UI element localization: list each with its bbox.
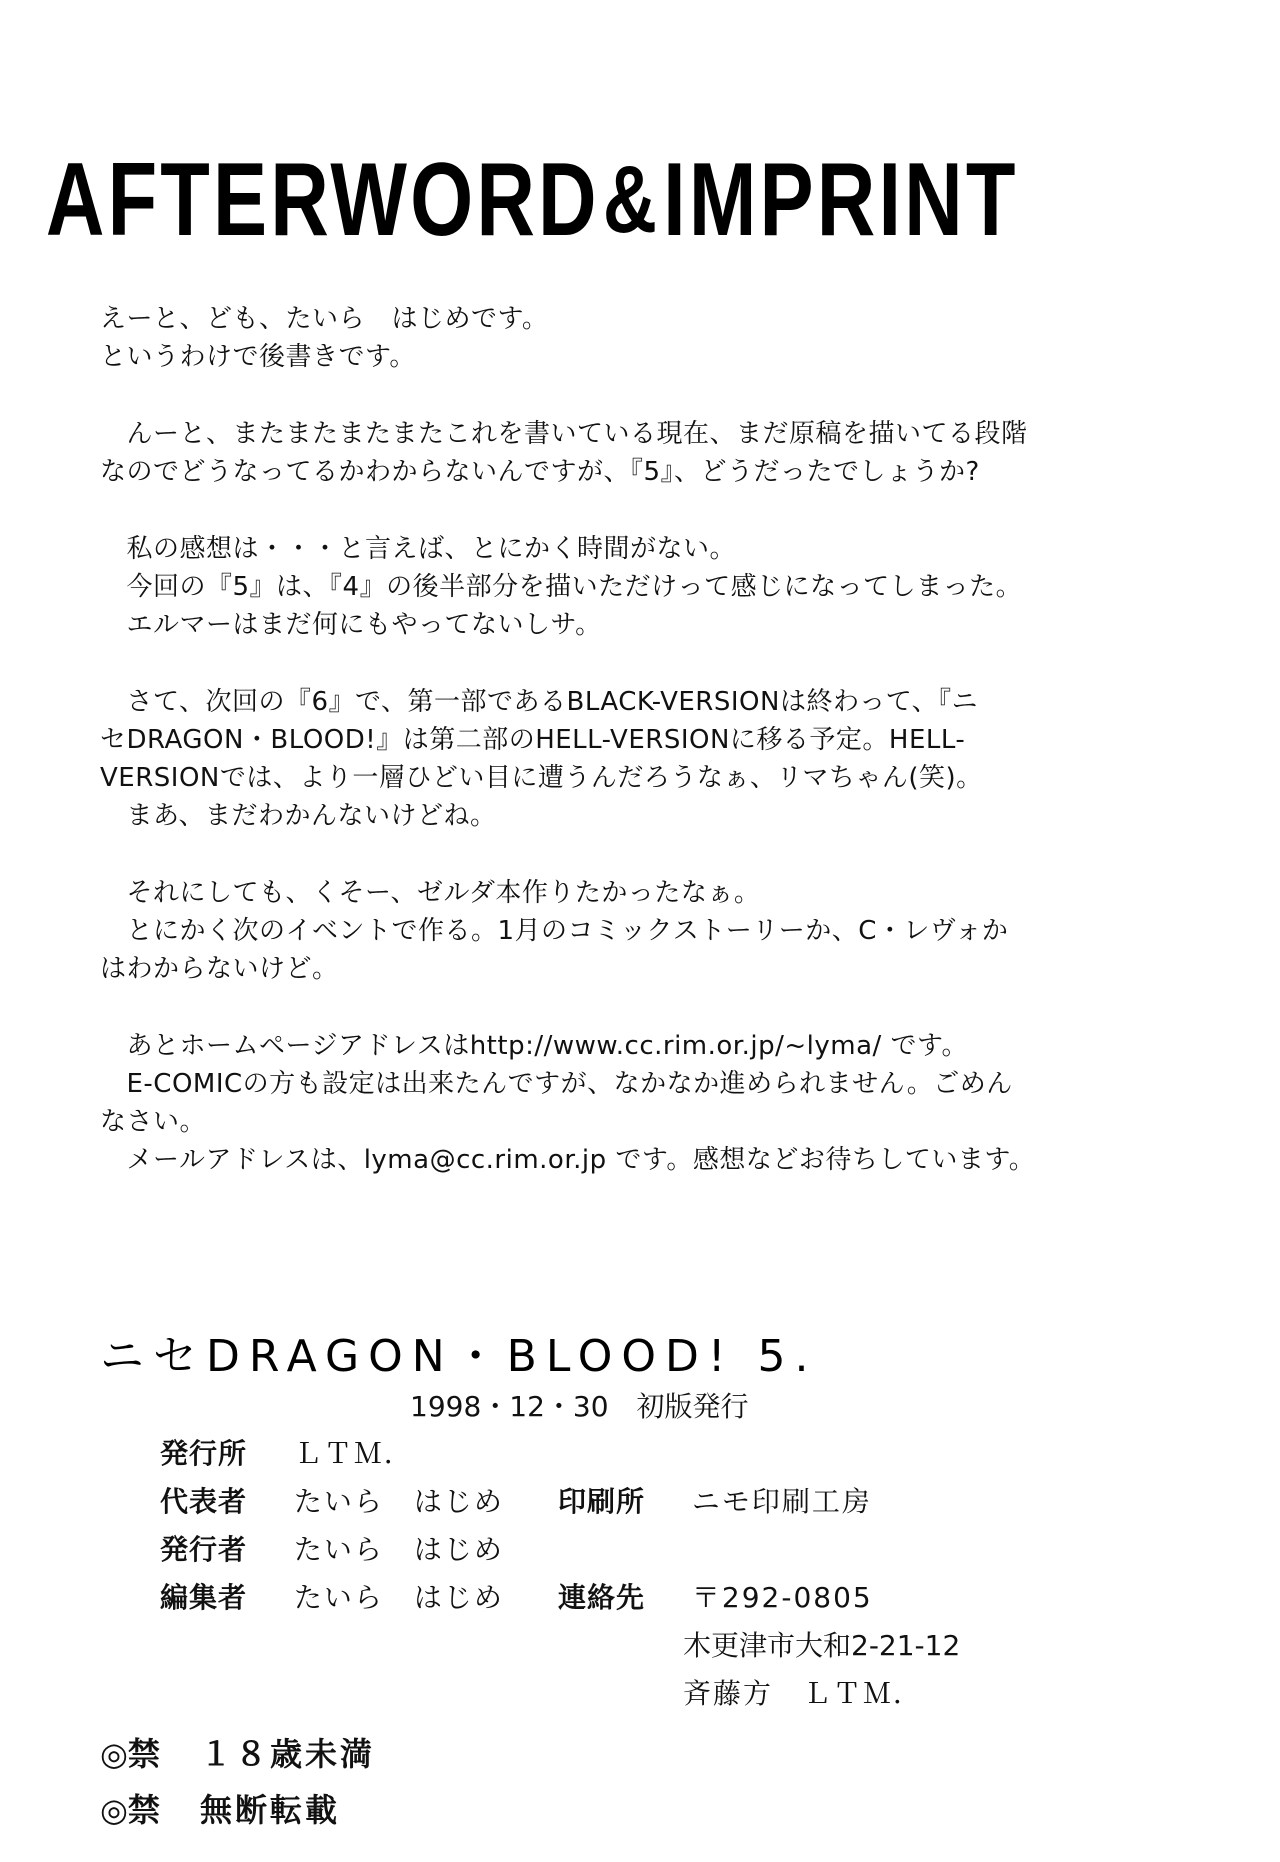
imprint-representative-row [160, 1480, 504, 1524]
afterword-line: というわけで後書きです。 [100, 342, 416, 372]
afterword-line: セDRAGON・BLOOD!』は第二部のHELL-VERSIONに移る予定。HELL- [100, 725, 966, 755]
heading-imprint: IMPRINT [663, 142, 1019, 258]
notice-text: １８歳未満 [199, 1735, 375, 1773]
afterword-line: なさい。 [100, 1107, 207, 1137]
heading-afterword: AFTERWORD [45, 142, 600, 258]
afterword-line: それにしても、くそー、ゼルダ本作りたかったなぁ。 [100, 878, 761, 908]
afterword-line: あとホームページアドレスはhttp://www.cc.rim.or.jp/~lyma/ です。 [100, 1031, 968, 1061]
notice-no-reprint [100, 1786, 340, 1834]
afterword-line: はわからないけど。 [100, 954, 339, 984]
heading-ampersand: & [602, 146, 661, 253]
afterword-line: VERSIONでは、より一層ひどい目に遭うんだろうなぁ、リマちゃん(笑)。 [100, 763, 983, 793]
contact-care-of: 斉藤方 ＬＴＭ． [683, 1677, 924, 1710]
prohibition-mark: ◎禁 [100, 1735, 160, 1773]
imprint-editor-row [160, 1576, 504, 1620]
afterword-line: 今回の『5』は、『4』の後半部分を描いただけって感じになってしまった。 [100, 572, 1023, 602]
contact-label: 連絡先 [558, 1581, 646, 1614]
prohibition-mark: ◎禁 [100, 1791, 160, 1829]
imprint-contact-row [558, 1576, 873, 1620]
afterword-line: さて、次回の『6』で、第一部であるBLACK-VERSIONは終わって、『ニ [100, 687, 979, 717]
editor-value: たいら はじめ [293, 1581, 504, 1614]
publisher-label: 発行所 [160, 1437, 248, 1470]
afterword-line: んーと、またまたまたまたこれを書いている現在、まだ原稿を描いてる段階 [100, 419, 1028, 449]
afterword-line: えーと、ども、たいら はじめです。 [100, 304, 549, 334]
afterword-line: E-COMICの方も設定は出来たんですが、なかなか進められません。ごめん [100, 1069, 1013, 1099]
notice-under-18 [100, 1730, 375, 1778]
notice-text: 無断転載 [199, 1791, 340, 1829]
printer-value: ニモ印刷工房 [691, 1485, 872, 1518]
imprint-issuer-row [160, 1528, 504, 1572]
contact-address: 木更津市大和2-21-12 [683, 1629, 961, 1662]
imprint-date: 1998・12・30 初版発行 [410, 1390, 749, 1423]
afterword-line: メールアドレスは、lyma@cc.rim.or.jp です。感想などお待ちしています。 [100, 1145, 1036, 1175]
imprint-publisher-row [160, 1432, 414, 1476]
afterword-line: 私の感想は・・・と言えば、とにかく時間がない。 [100, 534, 737, 564]
editor-label: 編集者 [160, 1581, 248, 1614]
afterword-line: まあ、まだわかんないけどね。 [100, 801, 497, 831]
issuer-label: 発行者 [160, 1533, 248, 1566]
representative-label: 代表者 [160, 1485, 248, 1518]
afterword-line: エルマーはまだ何にもやってないしサ。 [100, 610, 602, 640]
imprint-printer-row [558, 1480, 872, 1524]
afterword-body [100, 300, 1180, 1179]
page-heading [45, 140, 1019, 260]
representative-value: たいら はじめ [293, 1485, 504, 1518]
afterword-line: とにかく次のイベントで作る。1月のコミックストーリーか、C・レヴォか [100, 916, 1009, 946]
imprint-book-title: ニセDRAGON・BLOOD! 5. [100, 1331, 818, 1382]
issuer-value: たいら はじめ [293, 1533, 504, 1566]
printer-label: 印刷所 [558, 1485, 646, 1518]
publisher-value: ＬＴＭ． [293, 1437, 414, 1470]
contact-postcode: 〒292-0805 [691, 1581, 873, 1614]
afterword-line: なのでどうなってるかわからないんですが、『5』、どうだったでしょうか? [100, 457, 980, 487]
